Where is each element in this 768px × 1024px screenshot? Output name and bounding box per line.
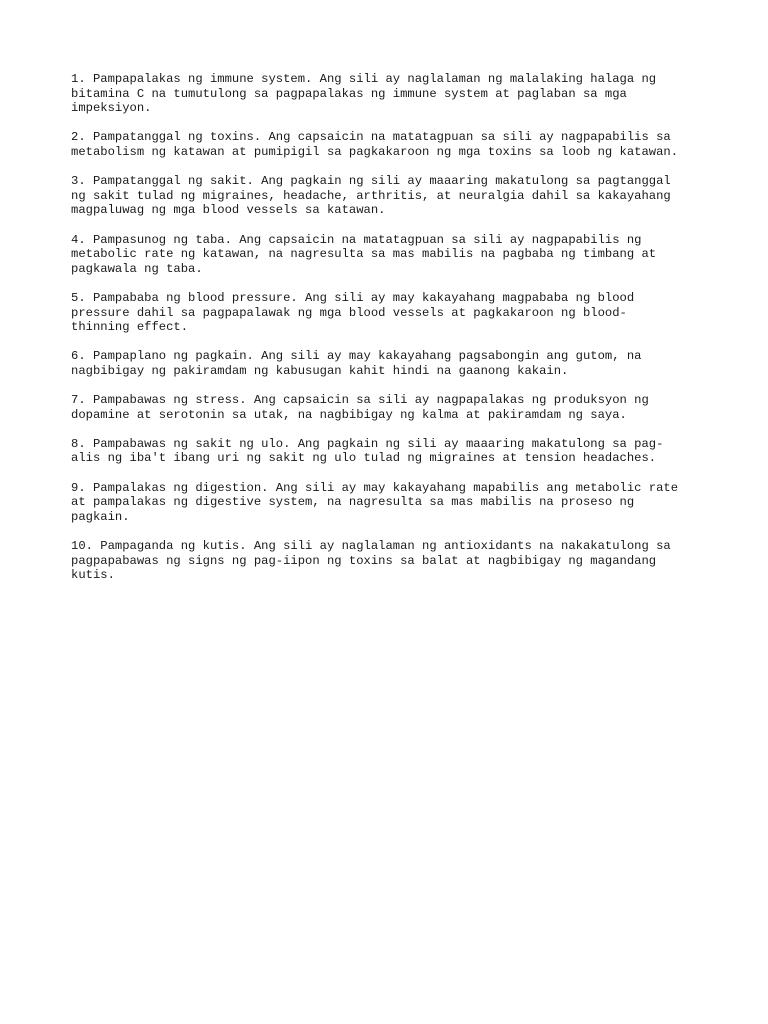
- paragraph-1: 1. Pampapalakas ng immune system. Ang sili ay naglalaman ng malalaking halaga ng bitamina C na tumutulong sa pagpapalakas ng immune system at paglaban sa mga impeksiyon.: [71, 72, 657, 116]
- paragraph-2: 2. Pampatanggal ng toxins. Ang capsaicin na matatagpuan sa sili ay nagpapabilis sa metabolism ng katawan at pumipigil sa pagkakaroon ng mga toxins sa loob ng katawan.: [71, 130, 679, 159]
- paragraph-3: 3. Pampatanggal ng sakit. Ang pagkain ng sili ay maaaring makatulong sa pagtanggal ng sakit tulad ng migraines, headache, arthritis, at neuralgia dahil sa kakayahang magpaluwag ng mga blood vessels sa katawan.: [71, 174, 671, 218]
- paragraph-9: 9. Pampalakas ng digestion. Ang sili ay may kakayahang mapabilis ang metabolic rate at pampalakas ng digestive system, na nagresulta sa mas mabilis na proseso ng pagkain.: [71, 480, 679, 524]
- paragraph-5: 5. Pampababa ng blood pressure. Ang sili ay may kakayahang magpababa ng blood pressure dahil sa pagpapalawak ng mga blood vessels at pagkakaroon ng blood- thinning effect.: [71, 290, 635, 335]
- paragraph-4: 4. Pampasunog ng taba. Ang capsaicin na matatagpuan sa sili ay nagpapabilis ng metabolic rate ng katawan, na nagresulta sa mas mabilis na pagbaba ng timbang at pagkawala ng taba.: [71, 232, 657, 276]
- paragraph-7: 7. Pampabawas ng stress. Ang capsaicin sa sili ay nagpapalakas ng produksyon ng dopamine at serotonin sa utak, na nagbibigay ng kalma at pakiramdam ng saya.: [71, 393, 649, 422]
- paragraph-10: 10. Pampaganda ng kutis. Ang sili ay naglalaman ng antioxidants na nakakatulong sa pagpapabawas ng signs ng pag-iipon ng toxins sa balat at nagbibigay ng magandang kutis.: [71, 539, 671, 583]
- paragraph-8: 8. Pampabawas ng sakit ng ulo. Ang pagkain ng sili ay maaaring makatulong sa pag- alis ng iba't ibang uri ng sakit ng ulo tulad ng migraines at tension headaches.: [71, 436, 664, 466]
- document-body: [71, 72, 711, 597]
- paragraph-6: 6. Pampaplano ng pagkain. Ang sili ay may kakayahang pagsabongin ang gutom, na nagbibigay ng pakiramdam ng kabusugan kahit hindi na gaanong kakain.: [71, 349, 642, 378]
